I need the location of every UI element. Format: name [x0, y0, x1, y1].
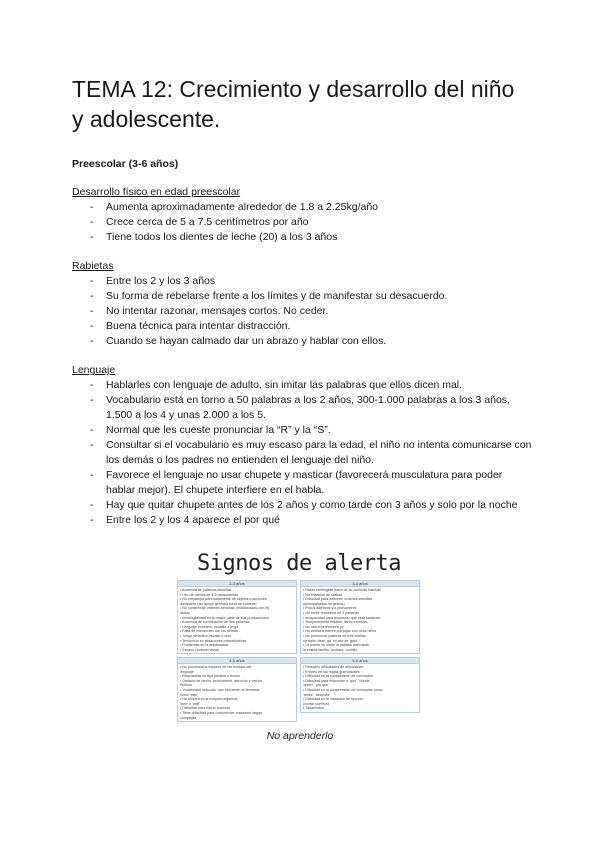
- section-tantrums: [72, 259, 532, 349]
- panel-header: 2-3 años: [177, 580, 297, 587]
- list-item: - Consultar si el vocabulario es muy escaso para la edad, el niño no intenta comunicarse con los demás o los padres no entienden el lenguaje del niño.: [72, 438, 532, 468]
- list-item: - Hablarles con lenguaje de adulto, sin imitar las palabras que ellos dicen mal.: [72, 378, 532, 393]
- panel-5-6: [300, 657, 420, 713]
- alert-sign-line: • No imitación de silabas: [303, 592, 343, 597]
- list-item: - Crece cerca de 5 a 7.5 centímetros por año: [72, 215, 532, 230]
- alert-sign-line: • No pronuncia palabras de tres sílabas: [303, 633, 366, 638]
- alert-sign-line: • Ausencia de palabras sencillas: [180, 588, 232, 592]
- alert-sign-line: • Omisión de nexos, pronombres, artículos y verbos: [180, 678, 263, 683]
- alert-sign-line: • Errores en las reglas gramaticales: [303, 669, 360, 674]
- alert-sign-line: • Problemas en la masticación: [180, 643, 229, 648]
- page-title: TEMA 12: Crecimiento y desarrollo del niño y adolescente.: [72, 76, 515, 132]
- alert-sign-line: • Ausencia de combinación de dos palabras: [180, 620, 250, 625]
- list-tantrums: [72, 274, 532, 349]
- alert-sign-line: • Vocabulario reducido, uso frecuente de términos: [180, 687, 260, 692]
- alert-sign-line: • Dificultad para responder a 'qué', 'dónde',: [303, 678, 372, 683]
- alert-sign-line: • Juego simbólico escaso o nulo: [180, 633, 232, 638]
- alert-sign-line: • Falta de interacción con los demás: [180, 629, 238, 634]
- alert-sign-line: • Ininteligibilidad en la mayor parte de sus producciones: [180, 615, 269, 620]
- list-item: - Entre los 2 y los 3 años: [72, 274, 532, 289]
- panel-header: 4-5 años: [177, 657, 297, 664]
- list-item: - Tiene todos los dientes de leche (20) a los 3 años: [72, 230, 532, 245]
- alert-sign-line: flexivos: [180, 683, 192, 688]
- list-item: - Aumenta aproximadamente alrededor de 1.8 a 2.25kg/año: [72, 200, 532, 215]
- alert-sign-line: ejemplo: decir 'ga' en vez de 'gato': [303, 638, 358, 643]
- section-heading-physical: Desarrollo físico en edad preescolar: [72, 186, 241, 198]
- section-physical: [72, 185, 532, 245]
- alert-sign-line: • No emplea en la mayoría adjetivos: [180, 697, 238, 702]
- alert-sign-line: como 'esto': [180, 692, 198, 697]
- figure-title: Signos de alerta: [197, 551, 401, 576]
- panel-header: 5-6 años: [300, 657, 420, 664]
- alert-sign-line: 'quién', 'por qué': [303, 683, 329, 688]
- alert-sign-line: • Pocos adjetivos y/o pronombres: [303, 606, 357, 611]
- alert-sign-line: • No pronuncia la mayoría de los sonidos del: [180, 665, 252, 669]
- alert-signs-table: [177, 580, 421, 725]
- alert-sign-line: • Dificultad en la narración de hechos: [303, 697, 363, 702]
- list-physical: [72, 200, 532, 245]
- section-heading-language: Lenguaje: [72, 364, 116, 376]
- alert-sign-line: iluminante (sin apoyo gestual) fuera de contexto: [180, 601, 257, 606]
- alert-sign-line: (acompañadas de gestos): [303, 601, 345, 606]
- alert-sign-line: • Dificultad en la comprensión de conceptos como: [303, 687, 383, 692]
- alert-sign-line: • Incapacidad para responder qué está haciendo: [303, 615, 381, 620]
- alert-signs-figure: [177, 549, 421, 725]
- list-item: - Su forma de rebelarse frente a los límites y de manifestar su desacuerdo.: [72, 289, 532, 304]
- list-item: - Buena técnica para intentar distracción.: [72, 319, 532, 334]
- alert-sign-line: • Tartamudeo: [303, 706, 325, 711]
- list-item: - Hay que quitar chupete antes de los 2 años y como tarde con 3 años y solo por la noche: [72, 498, 532, 513]
- alert-sign-line: • Dificultad para narrar sucesos: [180, 706, 230, 711]
- alert-sign-line: la misma familia 'cuchara, cuchillo': [303, 647, 358, 652]
- list-item: - Cuando se hayan calmado dar un abrazo y hablar con ellos.: [72, 334, 532, 349]
- panel-3-4: [300, 580, 420, 654]
- alert-sign-line: • Dificultad en la comprensión de conceptos: [303, 674, 373, 679]
- alert-sign-line: • Tendencia en situaciones comunicativas: [180, 638, 247, 643]
- document-body: [72, 74, 532, 542]
- list-item: - Favorece el lenguaje no usar chupete y masticar (favorecerá musculatura para poder hablar mejor). El chupete interfiere en el habla.: [72, 468, 532, 498]
- alert-sign-line: • Tiene dificultad para comprender oraciones largas: [180, 710, 262, 715]
- panel-lines: [300, 664, 420, 713]
- alert-sign-line: 'bien' o 'mal': [180, 701, 200, 706]
- panel-header: 3-4 años: [300, 580, 420, 587]
- alert-sign-line: 'antes', 'después': [303, 692, 331, 697]
- list-item: - Vocabulario está en torno a 50 palabras a los 2 años, 300-1.000 palabras a los 3 años, 1.500 a los 4 y unas 2.000 a los 5.: [72, 393, 532, 423]
- alert-sign-line: • No emite oraciones de 3 palabras: [303, 610, 359, 615]
- alert-sign-line: • No muestra interés por jugar con otros niños: [303, 629, 377, 634]
- list-item: - Entre los 2 y los 4 aparece el por qué: [72, 513, 532, 528]
- alert-sign-line: • No emparejar adecuadamente de objetos o acciones: [180, 597, 267, 602]
- alert-sign-line: • Temperamento irritable, llanto excesivo: [303, 620, 368, 625]
- alert-sign-line: • Persisten dificultades de articulación: [303, 665, 364, 669]
- alert-sign-line: • La suerte en omitir la palabra adecuada: [303, 643, 369, 648]
- list-item: - No intentar razonar, mensajes cortos. No ceder.: [72, 304, 532, 319]
- alert-sign-line: • Uso de menos de 4-5 consonantes: [180, 592, 238, 597]
- panel-4-5: [177, 657, 297, 722]
- panel-lines: [177, 587, 297, 654]
- alert-sign-line: • Habla ininteligible fuera de su contexto habitual: [303, 588, 381, 592]
- alert-sign-line: actual: [180, 610, 190, 615]
- alert-sign-line: • No comprende órdenes sencillas (relacionadas con él): [180, 606, 269, 611]
- section-language: [72, 363, 532, 528]
- figure-caption: No aprenderlo: [266, 730, 334, 742]
- alert-sign-line: • Lenguaje excesivo, ecolalia o jerga: [180, 624, 239, 629]
- alert-sign-line: • Escaso contacto visual: [180, 647, 219, 652]
- alert-sign-line: lenguaje: [180, 669, 194, 674]
- alert-sign-line: • No usa el pronombre yo: [303, 624, 344, 629]
- section-heading-tantrums: Rabietas: [72, 260, 114, 272]
- panel-lines: [300, 587, 420, 654]
- alert-sign-line: • Respuestas de tipo palabra o trozos: [180, 674, 240, 679]
- alert-sign-line: (contar cuentos): [303, 701, 329, 706]
- alert-sign-line: • Dificultad para entender órdenes sencillas: [303, 597, 373, 602]
- list-item: - Normal que les cueste pronunciar la “R” y la “S”.: [72, 423, 532, 438]
- alert-sign-line: complejas: [180, 715, 197, 720]
- panel-lines: [177, 664, 297, 722]
- list-language: [72, 378, 532, 528]
- section-subtitle: Preescolar (3-6 años): [72, 158, 179, 170]
- panel-2-3: [177, 580, 297, 654]
